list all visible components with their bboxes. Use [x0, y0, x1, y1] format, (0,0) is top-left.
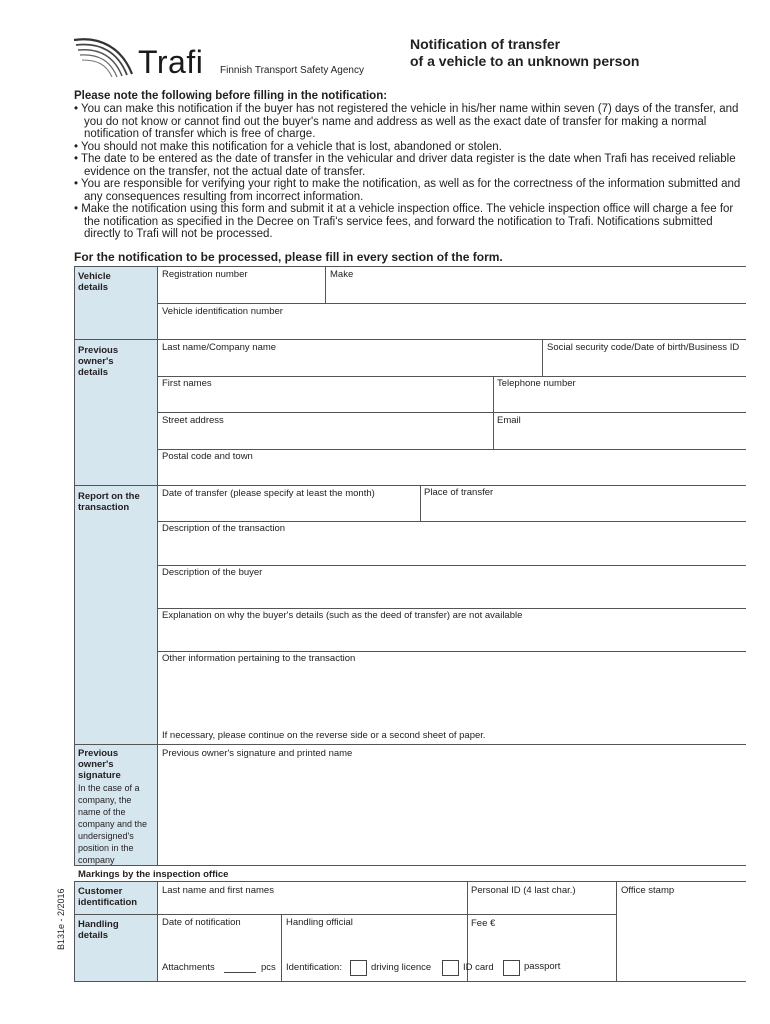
- note-item: • The date to be entered as the date of transfer in the vehicular and driver data register is the date when Trafi has received reliable evidence on the transfer, not the actual date of transfer.: [74, 153, 736, 178]
- driving-licence-label: driving licence: [371, 962, 432, 973]
- ssn-field[interactable]: Social security code/Date of birth/Business ID: [547, 342, 740, 353]
- transaction-description-field[interactable]: Description of the transaction: [162, 523, 286, 534]
- rule: [74, 914, 616, 915]
- trafi-logo: [70, 34, 142, 80]
- street-address-field[interactable]: Street address: [162, 415, 224, 426]
- rule: [493, 376, 494, 449]
- owner-section-label: Previous owner's details: [78, 345, 119, 378]
- title-line-2: of a vehicle to an unknown person: [410, 53, 640, 69]
- note-item: • Make the notification using this form and submit it at a vehicle inspection office. The vehicle inspection office will charge a fee for the notification as specified in the Decree on Trafi's service fees, and forward the notification to Trafi. Notifications submitted directly to Trafi will not be processed.: [74, 203, 734, 240]
- other-info-field[interactable]: Other information pertaining to the transaction: [162, 653, 356, 664]
- fill-instruction: For the notification to be processed, please fill in every section of the form.: [74, 250, 503, 264]
- explanation-field[interactable]: Explanation on why the buyer's details (such as the deed of transfer) are not available: [162, 610, 523, 621]
- transaction-section-bg: [74, 486, 157, 744]
- driving-licence-checkbox[interactable]: [350, 960, 367, 976]
- rule: [157, 412, 746, 413]
- rule: [157, 303, 746, 304]
- transfer-place-field[interactable]: Place of transfer: [424, 487, 494, 498]
- rule: [157, 608, 746, 609]
- make-field[interactable]: Make: [330, 269, 354, 280]
- continue-note: If necessary, please continue on the reverse side or a second sheet of paper.: [162, 730, 486, 741]
- rule: [157, 266, 158, 866]
- attachments-label: Attachments: [162, 962, 215, 973]
- rule: [157, 376, 746, 377]
- last-name-field[interactable]: Last name/Company name: [162, 342, 277, 353]
- office-stamp-field[interactable]: Office stamp: [621, 885, 675, 896]
- customer-section-label: Customer identification: [78, 886, 138, 908]
- buyer-description-field[interactable]: Description of the buyer: [162, 567, 263, 578]
- email-field[interactable]: Email: [497, 415, 521, 426]
- rule: [74, 881, 75, 981]
- attachments-count-input[interactable]: [224, 972, 256, 973]
- rule: [74, 266, 746, 267]
- passport-checkbox[interactable]: [503, 960, 520, 976]
- note-item: • You can make this notification if the buyer has not registered the vehicle in his/her name within seven (7) days of the transfer, and you do not know or cannot find out the buyer's name and address as well as the exact date of transfer for making a normal notification of transfer which is free of charge.: [74, 103, 739, 140]
- rule: [157, 651, 746, 652]
- rule: [74, 865, 746, 866]
- handling-section-label: Handling details: [78, 919, 119, 941]
- rule: [157, 881, 158, 981]
- notification-date-field[interactable]: Date of notification: [162, 917, 241, 928]
- rule: [157, 449, 746, 450]
- id-card-checkbox[interactable]: [442, 960, 459, 976]
- rule: [157, 565, 746, 566]
- form-title: [410, 36, 639, 70]
- note-item: • You are responsible for verifying your right to make the notification, as well as for the correctness of the information submitted and any consequences resulting from incorrect information.: [74, 178, 741, 203]
- last-first-names-field[interactable]: Last name and first names: [162, 885, 274, 896]
- signature-note: In the case of a company, the name of the company and the undersigned's position in the company: [78, 783, 148, 865]
- rule: [281, 914, 282, 981]
- rule: [74, 981, 746, 982]
- rule: [616, 881, 617, 981]
- logo-wordmark: Trafi: [138, 44, 204, 80]
- notes-list: [74, 103, 749, 241]
- trafi-swoosh-icon: [70, 34, 142, 80]
- id-card-label: ID card: [463, 962, 494, 973]
- first-names-field[interactable]: First names: [162, 378, 212, 389]
- rule: [420, 485, 421, 521]
- registration-number-field[interactable]: Registration number: [162, 269, 248, 280]
- notes-heading: Please note the following before filling in the notification:: [74, 90, 388, 102]
- transaction-section-label: Report on the transaction: [78, 491, 140, 513]
- postal-code-field[interactable]: Postal code and town: [162, 451, 253, 462]
- rule: [74, 881, 746, 882]
- identification-label: Identification:: [286, 962, 342, 973]
- vin-field[interactable]: Vehicle identification number: [162, 306, 283, 317]
- signature-section-label: Previous owner's signature: [78, 748, 121, 781]
- rule: [325, 266, 326, 303]
- fee-field[interactable]: Fee €: [471, 918, 496, 929]
- passport-label: passport: [524, 961, 561, 972]
- title-line-1: Notification of transfer: [410, 36, 561, 52]
- rule: [74, 266, 75, 866]
- pcs-label: pcs: [261, 962, 276, 973]
- signature-field[interactable]: Previous owner's signature and printed name: [162, 748, 353, 759]
- form-code: B131e - 2/2016: [56, 888, 66, 950]
- rule: [542, 339, 543, 376]
- handling-official-field[interactable]: Handling official: [286, 917, 353, 928]
- transfer-date-field[interactable]: Date of transfer (please specify at least the month): [162, 488, 375, 499]
- personal-id-field[interactable]: Personal ID (4 last char.): [471, 885, 576, 896]
- rule: [74, 339, 746, 340]
- telephone-field[interactable]: Telephone number: [497, 378, 576, 389]
- note-item: • You should not make this notification for a vehicle that is lost, abandoned or stolen.: [74, 140, 502, 153]
- inspection-heading: Markings by the inspection office: [78, 869, 229, 880]
- agency-name: Finnish Transport Safety Agency: [220, 65, 364, 76]
- vehicle-section-label: Vehicle details: [78, 271, 111, 293]
- rule: [157, 521, 746, 522]
- rule: [74, 485, 746, 486]
- rule: [74, 744, 746, 745]
